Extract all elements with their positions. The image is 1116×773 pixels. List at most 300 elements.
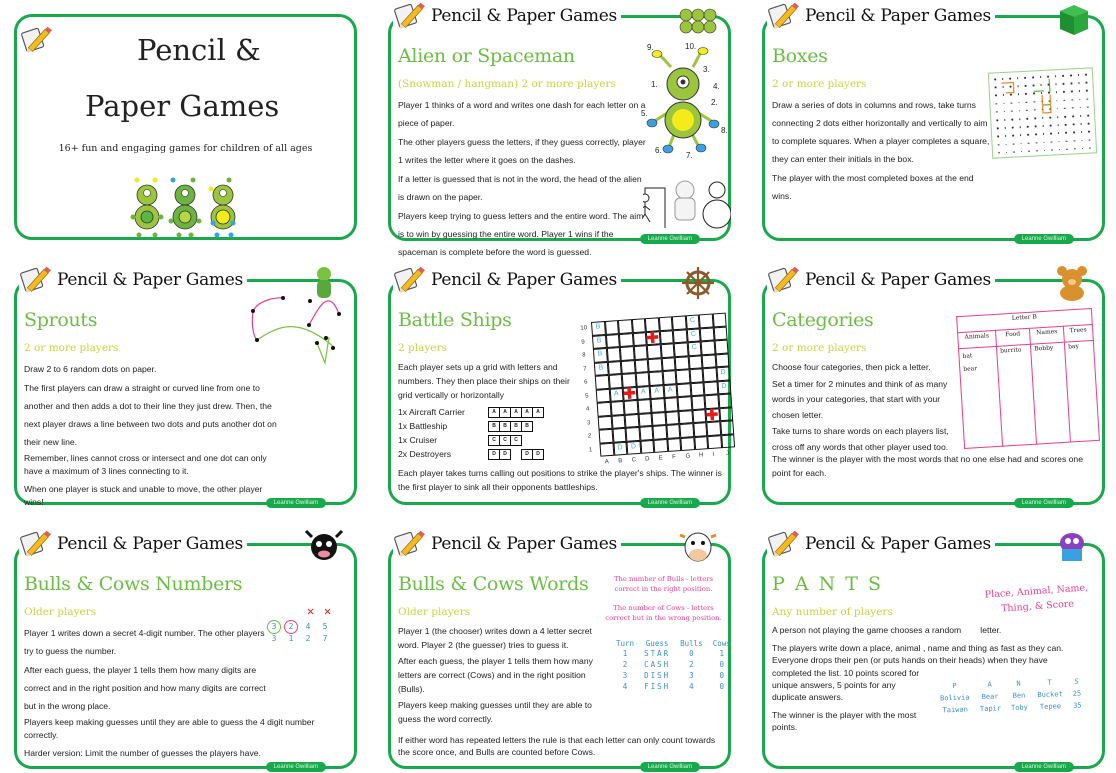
grid-cell — [702, 354, 716, 368]
grid-dot — [995, 95, 997, 97]
table-header-row — [611, 639, 736, 648]
grid-dot — [1088, 123, 1090, 125]
grid-dot — [1070, 74, 1072, 76]
ship-cell: A — [488, 407, 500, 418]
row-label: 10 — [580, 325, 588, 332]
row-label: 1 — [588, 446, 593, 453]
grid-dot — [1089, 147, 1091, 149]
grid-dot — [1059, 149, 1061, 151]
grid-dot — [1080, 115, 1082, 117]
hit-cross-icon: ✚ — [622, 384, 637, 403]
grid-dot — [997, 136, 999, 138]
card-title: Boxes — [772, 45, 828, 67]
cows-note: The number of Cows - letters correct but in the wrong position. — [605, 604, 722, 622]
column-header: Turn — [616, 639, 635, 648]
grid-dot — [1086, 90, 1088, 92]
table-cell: Taiwan — [942, 705, 968, 715]
grid-cell — [700, 327, 714, 341]
author-badge: Leanne Gwilliam — [266, 762, 326, 772]
grid-dot — [1019, 126, 1021, 128]
grid-cell — [625, 413, 639, 427]
card-body — [398, 360, 583, 461]
grid-dot — [1089, 139, 1091, 141]
secret-digit: 1 — [288, 634, 294, 643]
column-header: Trees — [1063, 324, 1093, 342]
grid-dot — [1044, 150, 1046, 152]
card-body — [772, 96, 992, 206]
author-badge: Leanne Gwilliam — [266, 498, 326, 508]
card-subtitle: 2 or more players — [772, 342, 867, 354]
grid-dot — [1013, 151, 1015, 153]
bulls-cows-words-card — [388, 534, 731, 770]
ship-cell: B — [521, 421, 533, 432]
grid-cell — [693, 422, 707, 436]
grid-cell — [718, 393, 732, 407]
table-cell: CASH — [644, 660, 671, 669]
grid-cell — [714, 340, 728, 354]
card-subtitle: Older players — [24, 606, 97, 618]
grid-dot — [1011, 102, 1013, 104]
figure-label: 7. — [686, 151, 693, 160]
grid-dot — [1035, 134, 1037, 136]
table-row — [611, 648, 736, 659]
paragraph: Players keep making guesses until they are able to guess the word correctly. — [398, 700, 592, 724]
teddy-bear-icon — [1052, 265, 1092, 301]
grid-dot — [1058, 133, 1060, 135]
grid-cell — [659, 330, 673, 344]
table-cell: 0 — [719, 671, 724, 680]
table-cell: 1 — [719, 649, 724, 658]
grid-cell — [604, 320, 618, 334]
table-heading: Letter B — [957, 309, 1093, 333]
categories-card — [762, 270, 1105, 506]
ship-cell: D — [521, 449, 533, 460]
grid-cell — [699, 314, 713, 328]
grid-dot — [1049, 117, 1051, 119]
ship-cell: B — [488, 421, 500, 432]
card-subtitle: 2 or more players — [24, 342, 119, 354]
grid-cell — [661, 357, 675, 371]
grid-cell — [634, 359, 648, 373]
grid-dot — [996, 111, 998, 113]
card-body-outro — [772, 452, 1102, 481]
header-title: Pencil & Paper Games — [57, 270, 243, 290]
grid-dot — [1087, 106, 1089, 108]
grid-dot — [1081, 131, 1083, 133]
grid-cell — [651, 412, 665, 426]
ship-marker: A — [654, 386, 660, 395]
row-label: 7 — [583, 365, 587, 373]
pencil-paper-icon — [393, 1, 427, 31]
grid-dot — [1011, 119, 1013, 121]
card-subtitle: Older players — [398, 606, 471, 618]
grid-cell — [674, 342, 688, 356]
paragraph: Player 1 thinks of a word and writes one dash for each letter on a piece of paper. — [398, 100, 646, 128]
alien-diagram — [641, 42, 733, 162]
guess-digit-cow: 2 — [284, 620, 298, 634]
table-cell: 0 — [719, 660, 724, 669]
table-cell: bay — [1064, 340, 1099, 442]
column-label: J — [725, 450, 730, 457]
ship-cell: A — [510, 407, 522, 418]
table-cell: Tepee — [1039, 702, 1062, 711]
paragraph: The winner is the player with the most points. — [772, 710, 917, 732]
grid-cell — [621, 360, 635, 374]
grid-dot — [1051, 149, 1053, 151]
hit-cross-icon: ✚ — [705, 405, 719, 424]
grid-dot — [1012, 127, 1014, 129]
card-title: Alien or Spaceman — [398, 45, 575, 67]
grid-cell — [688, 355, 702, 369]
ship-cell: C — [488, 435, 500, 446]
table-cell: 3 — [689, 671, 694, 680]
paragraph: A person not playing the game chooses a random letter. — [772, 625, 1002, 635]
paragraph: Players keep trying to guess letters and the entire word. The aim is to win by guessing the entire word. Player 1 wins if the spaceman is complete before the word is guessed. — [398, 211, 644, 257]
grid-dot — [1032, 76, 1034, 78]
paragraph: After each guess, the player 1 tells them how many letters are correct (Cows) and in the right position (Bulls). — [398, 656, 593, 694]
card-body-outro — [398, 466, 723, 495]
grid-dot — [1043, 133, 1045, 135]
paragraph: Take turns to share words on each players list, cross off any words that other player used too. — [772, 426, 949, 452]
card-header — [19, 529, 247, 559]
grid-cell — [660, 343, 674, 357]
column-label: F — [671, 454, 677, 461]
table-cell: 0 — [689, 649, 694, 658]
card-header — [767, 1, 995, 31]
grid-cell — [610, 401, 624, 415]
grid-cell — [619, 333, 633, 347]
row-label: 3 — [586, 419, 591, 427]
card-title: Battle Ships — [398, 309, 512, 331]
grid-dot — [1004, 127, 1006, 129]
ship-name: 1x Cruiser — [398, 435, 438, 445]
grid-dot — [1033, 101, 1035, 103]
column-header: Bulls — [680, 639, 703, 648]
grid-dot — [1087, 115, 1089, 117]
grid-cell — [595, 375, 609, 389]
author-badge: Leanne Gwilliam — [1014, 762, 1074, 772]
grid-dot — [1024, 77, 1026, 79]
grid-cell — [675, 356, 689, 370]
grid-dot — [1066, 140, 1068, 142]
cross-icon: ✕ — [307, 604, 315, 618]
grid-dot — [997, 128, 999, 130]
grid-cell — [667, 438, 681, 452]
grid-cell — [677, 383, 691, 397]
paragraph: completed the list. 10 points scored for unique answers, 5 points for any duplicate answers. — [772, 668, 920, 702]
grid-cell — [690, 382, 704, 396]
bulls-cows-numbers-card — [14, 534, 357, 770]
card-subtitle: Any number of players — [772, 606, 893, 618]
ship-marker: B — [595, 323, 601, 331]
paragraph: Each player sets up a grid with letters and numbers. They then place their ships on their grid vertically or horizontally — [398, 362, 570, 400]
grid-dot — [1072, 115, 1074, 117]
ship-cell: B — [499, 421, 511, 432]
grid-dot — [1027, 134, 1029, 136]
grid-dot — [1034, 117, 1036, 119]
sprouts-diagram — [239, 287, 349, 379]
author-badge: Leanne Gwilliam — [640, 498, 700, 508]
card-body-outro — [398, 734, 723, 759]
paragraph: When one player is stuck and unable to move, the other player wins! — [24, 484, 263, 507]
pencil-paper-icon — [767, 265, 801, 295]
card-title: Bulls & Cows Numbers — [24, 573, 243, 595]
grid-dot — [1048, 84, 1050, 86]
paragraph: Remember, lines cannot cross or intersect and one dot can only have a maximum of 3 lines connecting to it. — [24, 453, 267, 476]
table-cell: 1 — [622, 649, 628, 658]
grid-cell — [596, 388, 610, 402]
purple-monster-icon — [1052, 529, 1092, 565]
ship-marker: C — [689, 316, 696, 325]
grid-dot — [1021, 151, 1023, 153]
grid-cell — [713, 326, 727, 340]
grid-dot — [1072, 107, 1074, 109]
card-title: Categories — [772, 309, 874, 331]
card-header — [393, 1, 621, 31]
author-badge: Leanne Gwilliam — [1014, 234, 1074, 244]
ship-cell: D — [532, 449, 544, 460]
header-title: Pencil & Paper Games — [431, 6, 617, 26]
grid-dot — [1088, 131, 1090, 133]
pencil-paper-icon — [393, 529, 427, 559]
header-title: Pencil & Paper Games — [431, 534, 617, 554]
grid-dot — [1040, 84, 1042, 86]
ship-row — [398, 419, 583, 433]
ships-legend — [398, 405, 583, 461]
secret-digit: 2 — [305, 634, 311, 643]
ship-row — [398, 447, 583, 461]
ship-cell: A — [521, 407, 533, 418]
paragraph: The first players can draw a straight or curved line from one to another and then adds a dot to their line they just drew. Then, the next player draws a line between two dots and puts another dot on their new line. — [24, 383, 277, 447]
grid-dot — [1005, 144, 1007, 146]
grid-cell — [652, 425, 666, 439]
paragraph: Draw a series of dots in columns and rows, take turns connecting 2 dots either horizontally and vertically to aim to complete squares. When a player completes a square, they can enter their initials in the box. — [772, 100, 990, 164]
grid-cell — [638, 413, 652, 427]
grid-cell — [612, 428, 626, 442]
paragraph: The player with the most completed boxes at the end wins. — [772, 173, 974, 201]
grid-cell — [691, 395, 705, 409]
column-label: C — [631, 457, 637, 464]
grid-dot — [1009, 78, 1011, 80]
aliens-illustration — [125, 177, 245, 239]
column-label: E — [658, 455, 663, 462]
grid-dot — [1071, 99, 1073, 101]
grid-dot — [1073, 124, 1075, 126]
ship-marker: A — [613, 389, 619, 398]
grid-dot — [1066, 149, 1068, 151]
grid-cell — [608, 374, 622, 388]
bulls-note: The number of Bulls - letters correct in the right position. — [613, 575, 714, 593]
ship-cell: D — [499, 449, 511, 460]
grid-dot — [1078, 82, 1080, 84]
table-cell: 4 — [622, 682, 628, 691]
grid-cell — [640, 439, 654, 453]
author-badge: Leanne Gwilliam — [640, 234, 700, 244]
ship-cell: C — [499, 435, 511, 446]
battle-ships-card — [388, 270, 731, 506]
table-cell: 25 — [1072, 689, 1082, 698]
grid-cell — [676, 369, 690, 383]
paragraph: The other players guess the letters, if they guess correctly, player 1 writes the letter where it goes on the dashes. — [398, 137, 646, 165]
author-badge: Leanne Gwilliam — [1014, 498, 1074, 508]
grid-dot — [1078, 90, 1080, 92]
grid-dot — [998, 144, 1000, 146]
grid-dot — [1051, 141, 1053, 143]
grid-cell — [649, 371, 663, 385]
grid-cell — [625, 427, 639, 441]
figure-label: 6. — [655, 146, 662, 155]
grid-dot — [998, 152, 1000, 154]
ship-marker: A — [640, 387, 646, 396]
column-header: Animals — [958, 330, 997, 348]
column-header: Food — [995, 328, 1030, 346]
grid-cell — [662, 370, 676, 384]
pencil-paper-icon — [20, 25, 54, 55]
grid-dot — [1081, 140, 1083, 142]
grid-cell — [715, 353, 729, 367]
grid-dot — [1063, 91, 1065, 93]
guess-digit-bull: 3 — [267, 620, 281, 634]
grid-cell — [665, 411, 679, 425]
hangman-spaceman-snowman-illustration — [643, 176, 731, 232]
ship-cell: A — [499, 407, 511, 418]
grid-cell — [637, 399, 651, 413]
grid-dot — [1042, 125, 1044, 127]
grid-cell — [599, 442, 613, 456]
secret-digit: 7 — [322, 634, 328, 643]
grid-dot — [1074, 148, 1076, 150]
grid-dot — [1013, 143, 1015, 145]
grid-cell — [712, 313, 726, 327]
paragraph: Player 1 (the chooser) writes down a 4 letter secret word. Player 2 (the guesser) tries to guess it. — [398, 626, 592, 650]
column-header: Cows — [712, 639, 731, 648]
grid-cell — [639, 426, 653, 440]
figure-label: 3. — [703, 65, 710, 74]
grid-dot — [1010, 94, 1012, 96]
table-cell: 2 — [689, 660, 694, 669]
card-subtitle: (Snowman / hangman) 2 or more players — [398, 78, 616, 90]
paragraph: Players keep making guesses until they are able to guess the 4 digit number correctly. — [24, 717, 315, 740]
grid-cell — [673, 329, 687, 343]
pencil-paper-icon — [19, 529, 53, 559]
paragraph: The players write down a place, animal , name and thing as fast as they can. Everyone drops their pen (or puts hands on their heads) when they have — [772, 643, 1064, 665]
table-cell: 4 — [689, 682, 694, 691]
grid-dot — [1085, 74, 1087, 76]
pants-note: Place, Animal, Name, Thing, & Score — [984, 582, 1089, 615]
grid-dot — [1033, 85, 1035, 87]
header-title: Pencil & Paper Games — [805, 534, 991, 554]
grid-dot — [1002, 86, 1004, 88]
grid-dot — [1065, 132, 1067, 134]
ship-marker: C — [691, 343, 698, 352]
paragraph: Set a timer for 2 minutes and think of as many words in your categories, that start with your chosen letter. — [772, 378, 948, 420]
guess-digit-wrong — [318, 604, 332, 634]
ship-name: 2x Destroyers — [398, 449, 452, 459]
table-cell: Bucket — [1037, 690, 1063, 700]
ship-wheel-icon — [678, 265, 718, 301]
ship-marker: C — [690, 330, 697, 338]
pants-card — [762, 534, 1105, 770]
grid-dot — [1065, 116, 1067, 118]
table-cell: Ben — [1012, 691, 1026, 700]
grid-dot — [1035, 126, 1037, 128]
grid-dot — [996, 119, 998, 121]
grid-dot — [1004, 119, 1006, 121]
grid-dot — [1070, 83, 1072, 85]
digit: 5 — [322, 622, 328, 631]
grid-cell — [703, 367, 717, 381]
column-label: B — [618, 458, 623, 465]
paragraph: Choose four categories, then pick a letter. — [772, 362, 931, 372]
grid-dot — [1010, 86, 1012, 88]
pencil-paper-icon — [393, 265, 427, 295]
column-header: S — [1074, 677, 1079, 686]
cover-title-line2: Paper Games — [85, 89, 280, 123]
column-header: Names — [1029, 326, 1064, 344]
author-badge: Leanne Gwilliam — [640, 762, 700, 772]
table-cell: 2 — [622, 660, 628, 669]
grid-dot — [1028, 151, 1030, 153]
grid-dot — [1025, 85, 1027, 87]
card-body — [398, 624, 603, 726]
grid-dot — [1036, 142, 1038, 144]
grid-cell — [648, 358, 662, 372]
categories-table — [956, 308, 1100, 449]
figure-label: 4. — [713, 82, 720, 91]
secret-digit: 3 — [271, 634, 277, 643]
grid-dot — [1047, 76, 1049, 78]
boxes-card — [762, 6, 1105, 242]
ship-marker: B — [597, 350, 603, 358]
grid-dot — [1036, 150, 1038, 152]
grid-dot — [1028, 142, 1030, 144]
grid-cell — [651, 398, 665, 412]
grid-dot — [1065, 124, 1067, 126]
card-header — [19, 265, 247, 295]
grid-cell — [664, 397, 678, 411]
ship-marker: D — [721, 382, 727, 390]
paragraph: Draw 2 to 6 random dots on paper. — [24, 364, 157, 374]
sprouts-card — [14, 270, 357, 507]
grid-cell — [620, 346, 634, 360]
paragraph: Harder version: Limit the number of guesses the players have. — [24, 748, 261, 758]
grid-cell — [606, 347, 620, 361]
grid-dot — [1027, 118, 1029, 120]
grid-cell — [597, 402, 611, 416]
ship-marker: D — [630, 442, 637, 451]
card-header — [767, 529, 995, 559]
ship-marker: B — [596, 336, 602, 345]
grid-cell — [631, 318, 645, 332]
table-cell: Toby — [1010, 703, 1029, 712]
grid-cell — [599, 429, 613, 443]
grid-dot — [1025, 93, 1027, 95]
figure-label: 1. — [651, 80, 658, 89]
column-label: A — [604, 459, 610, 466]
ship-cell: A — [532, 407, 544, 418]
ship-name: 1x Aircraft Carrier — [398, 407, 465, 417]
grid-cell — [703, 381, 717, 395]
grid-dot — [1003, 94, 1005, 96]
figure-label: 2. — [711, 98, 718, 107]
grid-dot — [1048, 92, 1050, 94]
grid-cell — [598, 415, 612, 429]
grid-cell — [672, 315, 686, 329]
grid-cell — [666, 424, 680, 438]
grid-dot — [1064, 99, 1066, 101]
ship-marker: D — [720, 368, 726, 377]
header-title: Pencil & Paper Games — [805, 6, 991, 26]
